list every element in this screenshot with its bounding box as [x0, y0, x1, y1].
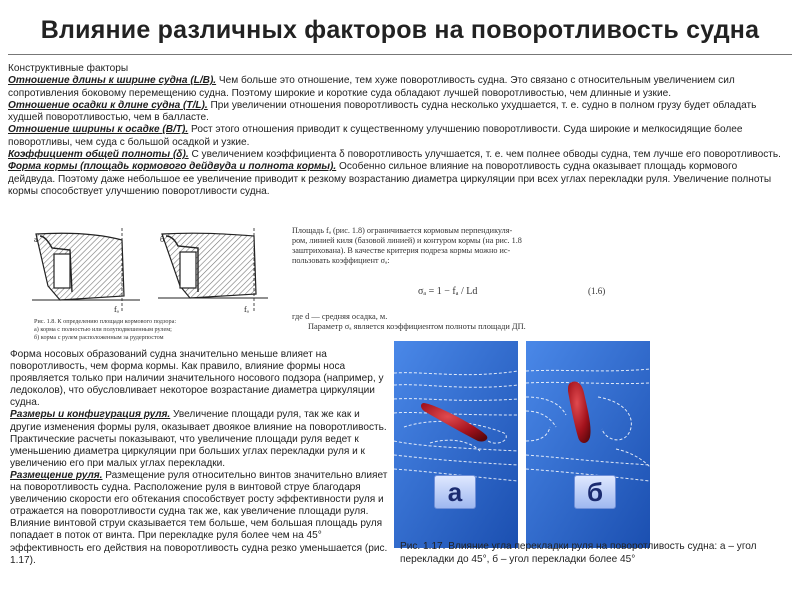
factor-heading: Отношение ширины к осадке (B/T). [8, 124, 189, 136]
factor-heading: Отношение длины к ширине судна (L/B). [8, 75, 217, 87]
fig18-caption-line: Рис. 1.8. К определению площади кормового подзора: [34, 318, 177, 325]
factor-heading: Коэффициент общей полноты (δ). [8, 149, 189, 161]
factor-text: Рост этого отношения приводит к существенному улучшению поворотливости. Суда широкие и мелкосидящие более поворотливы, чем суда с большой осадкой и узкие. [8, 124, 743, 148]
factor-item [8, 124, 786, 149]
scan-text-block [292, 226, 622, 266]
fig18-label-f-b: fₐ [244, 305, 249, 314]
where-line: где d — средняя осадка, м. [292, 312, 388, 321]
factor-item [8, 75, 786, 100]
factor-heading: Отношение осадки к длине судна (T/L). [8, 99, 208, 111]
rudder-paragraph [10, 409, 390, 469]
fig18-caption-line: а) корма с полностью или полуподвешенным рулем; [34, 325, 172, 333]
figure-1-8 [30, 226, 270, 344]
fig18-label-a: а [34, 235, 38, 244]
factor-item [8, 100, 786, 125]
rudder-flow-b [526, 341, 650, 548]
figure-1-17-caption: Рис. 1.17. Влияние угла перекладки руля на поворотливость судна: а – угол перекладки до 45°, б – угол перекладки более 45° [400, 541, 757, 565]
scan-line: Площадь fₐ (рис. 1.8) ограничивается кормовым перпендикуля- [292, 226, 513, 235]
factor-item [8, 161, 786, 198]
page-title: Влияние различных факторов на поворотливость судна [40, 16, 760, 44]
panel-b-label: б [574, 475, 616, 509]
stern-hull-drawing [30, 226, 270, 318]
stern-a-drawing [32, 228, 140, 312]
panel-a-label: а [434, 475, 476, 509]
factor-text: При увеличении отношения поворотливость судна несколько ухудшается, т. е. судно в полном грузу будет обладать худшей поворотливостью, чем в балласте. [8, 99, 757, 124]
fig18-label-b: б [160, 235, 165, 244]
lower-text-block [10, 349, 390, 567]
factor-item [8, 149, 786, 161]
scan-line: пользовать коэффициент σₐ: [292, 256, 390, 265]
intro-subtitle: Конструктивные факторы [8, 63, 129, 74]
rudder-heading: Размеры и конфигурация руля. [10, 409, 171, 421]
factor-text: Особенно сильное влияние на поворотливость судна оказывает площадь кормового дейдвуда. Поэтому даже небольшое ее увеличение приводит к резкому возрастанию диаметра циркуляции при всех углах перекладки руля. Увеличение полноты кормы способствует улучшению поворотливости судна. [8, 161, 772, 197]
formula: σₐ = 1 − fₐ / Ld [418, 286, 478, 297]
placement-heading: Размещение руля. [10, 469, 103, 481]
fig18-caption-line: б) корма с рулем расположенным за рудерпостом [34, 333, 164, 341]
figure-1-17-panel-b [526, 341, 650, 548]
nose-paragraph: Форма носовых образований судна значительно меньше влияет на поворотливость, чем форма кормы. Как правило, влияние формы носа проявляется только при наличии значительного носового подзора (например, у ледоколов), что обусловливает некоторое возрастание диаметра циркуляции судна. [10, 349, 384, 409]
figure-1-8-caption [34, 318, 270, 341]
factor-text: С увеличением коэффициента δ поворотливость улучшается, т. е. чем полнее обводы судна, тем лучше его поворотливость. [188, 149, 781, 161]
title-underline [8, 54, 792, 55]
formula-number: (1.6) [588, 286, 606, 296]
placement-paragraph [10, 470, 390, 567]
fig18-label-f-a: fₐ [114, 305, 119, 314]
rudder-flow-a [394, 341, 518, 548]
stern-b-drawing [158, 228, 268, 312]
rudder-text: Увеличение площади руля, так же как и другие изменения формы руля, оказывает двоякое влияние на поворотливость. Практические расчеты показывают, что увеличение площади руля ведет к уменьшению диаметра циркуляции при больших углах перекладки руля и к увеличению его при малых углах перекладки. [10, 409, 387, 469]
factor-text: Чем больше это отношение, тем хуже поворотливость судна. Это связано с относительным увеличением сил сопротивления боковому перемещению судна. Поэтому широкие и короткие суда обладают лучшей поворотливостью, чем длинные и узкие. [8, 75, 735, 99]
scan-line: заштрихована). В качестве критерия подреза кормы можно ис- [292, 246, 511, 255]
figure-1-17-panel-a [394, 341, 518, 548]
scan-line: ром, линией киля (базовой линией) и контуром кормы (на рис. 1.8 [292, 236, 522, 245]
factor-heading: Форма кормы (площадь кормового дейдвуда и полнота кормы). [8, 161, 337, 173]
placement-text: Размещение руля относительно винтов значительно влияет на поворотливость судна. Расположение руля в винтовой струе благодаря увеличению скорости его обтекания способствует росту эффективности руля и отражается на поворотливости судна так же, как увеличение площади руля. Влияние винтовой струи сказывается тем больше, чем большая площадь руля попадает в поток от винта. При перекладке руля более чем на 45° эффективность его действия на поворотливость судна резко уменьшается (рис. 1.17). [10, 469, 388, 566]
param-line: Параметр σₐ является коэффициентом полноты площади ДП. [308, 322, 526, 331]
intro-block [8, 63, 786, 198]
